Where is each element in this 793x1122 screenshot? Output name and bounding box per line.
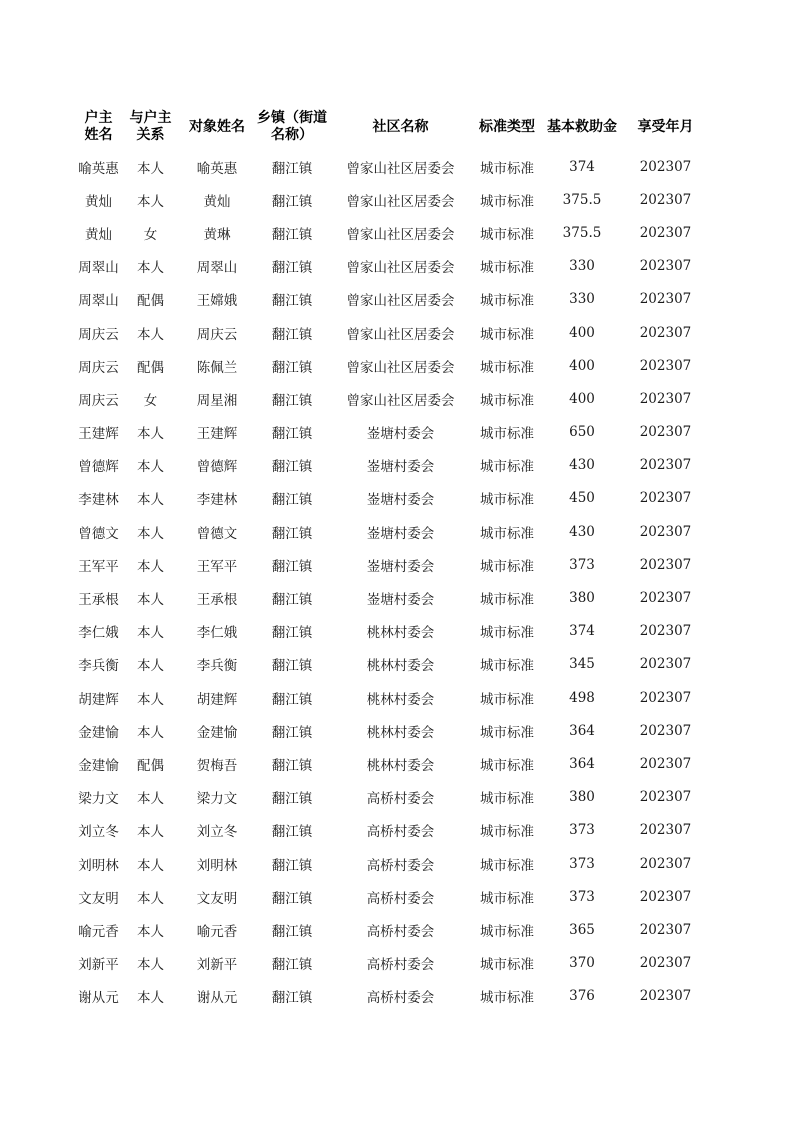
relation-cell: 本人 (137, 724, 164, 741)
recipient-name-cell: 王建辉 (196, 426, 238, 443)
period-cell: 202307 (639, 855, 692, 872)
community-cell: 桃林村委会 (366, 691, 435, 708)
relation-cell: 本人 (137, 957, 164, 974)
allowance-cell: 374 (569, 158, 595, 175)
community-cell: 曾家山社区居委会 (346, 392, 455, 409)
township-cell: 翻江镇 (271, 923, 313, 940)
recipient-name-cell: 李兵衡 (196, 658, 238, 675)
recipient-name-cell: 刘明林 (196, 857, 238, 874)
period-cell: 202307 (639, 822, 692, 839)
allowance-cell: 330 (569, 258, 595, 275)
standard-type-cell: 城市标准 (480, 492, 534, 509)
header-community: 社区名称 (372, 118, 429, 135)
allowance-cell: 370 (569, 955, 595, 972)
recipient-name-cell: 王承根 (196, 592, 238, 609)
recipient-name-cell: 李仁娥 (196, 625, 238, 642)
header-recipient-name: 对象姓名 (189, 118, 245, 135)
township-cell: 翻江镇 (271, 293, 313, 310)
standard-type-cell: 城市标准 (480, 226, 534, 243)
household-head-cell: 金建愉 (78, 724, 119, 741)
standard-type-cell: 城市标准 (480, 260, 534, 277)
standard-type-cell: 城市标准 (480, 193, 534, 210)
relation-cell: 女 (143, 392, 158, 409)
standard-type-cell: 城市标准 (480, 691, 534, 708)
relation-cell: 本人 (137, 160, 164, 177)
relation-cell: 本人 (137, 525, 164, 542)
recipient-name-cell: 谢从元 (196, 990, 238, 1007)
relation-cell: 本人 (137, 791, 164, 808)
standard-type-cell: 城市标准 (480, 625, 534, 642)
header-basic-allowance: 基本救助金 (547, 118, 617, 135)
table-row (74, 283, 708, 316)
recipient-name-cell: 刘新平 (196, 957, 238, 974)
recipient-name-cell: 喻英惠 (196, 160, 238, 177)
household-head-cell: 金建愉 (78, 757, 119, 774)
relation-cell: 本人 (137, 625, 164, 642)
period-cell: 202307 (639, 424, 692, 441)
recipient-name-cell: 曾德文 (196, 525, 238, 542)
table-row (74, 648, 708, 681)
household-head-cell: 谢从元 (78, 990, 119, 1007)
standard-type-cell: 城市标准 (480, 525, 534, 542)
township-cell: 翻江镇 (271, 392, 313, 409)
township-cell: 翻江镇 (271, 226, 313, 243)
recipient-name-cell: 周翠山 (196, 260, 238, 277)
standard-type-cell: 城市标准 (480, 757, 534, 774)
period-cell: 202307 (639, 224, 692, 241)
standard-type-cell: 城市标准 (480, 957, 534, 974)
period-cell: 202307 (639, 324, 692, 341)
community-cell: 高桥村委会 (366, 957, 435, 974)
allowance-cell: 450 (569, 490, 595, 507)
community-cell: 桃林村委会 (366, 625, 435, 642)
allowance-cell: 373 (569, 855, 595, 872)
relation-cell: 本人 (137, 824, 164, 841)
community-cell: 崟塘村委会 (366, 525, 435, 542)
household-head-cell: 周翠山 (78, 293, 119, 310)
standard-type-cell: 城市标准 (480, 558, 534, 575)
township-cell: 翻江镇 (271, 791, 313, 808)
table-row (74, 747, 708, 780)
table-row (74, 615, 708, 648)
table-row (74, 216, 708, 249)
recipient-name-cell: 喻元香 (196, 923, 238, 940)
allowance-cell: 380 (569, 590, 595, 607)
allowance-cell: 376 (569, 988, 595, 1005)
period-cell: 202307 (639, 888, 692, 905)
header-household-head: 户主 姓名 (84, 110, 113, 143)
standard-type-cell: 城市标准 (480, 160, 534, 177)
household-head-cell: 曾德文 (78, 525, 119, 542)
relation-cell: 配偶 (137, 757, 164, 774)
period-cell: 202307 (639, 755, 692, 772)
period-cell: 202307 (639, 556, 692, 573)
community-cell: 崟塘村委会 (366, 459, 435, 476)
period-cell: 202307 (639, 656, 692, 673)
standard-type-cell: 城市标准 (480, 658, 534, 675)
community-cell: 高桥村委会 (366, 791, 435, 808)
community-cell: 桃林村委会 (366, 724, 435, 741)
household-head-cell: 王军平 (78, 558, 119, 575)
community-cell: 崟塘村委会 (366, 558, 435, 575)
period-cell: 202307 (639, 590, 692, 607)
relation-cell: 本人 (137, 426, 164, 443)
assistance-roster-table (74, 104, 708, 1013)
household-head-cell: 胡建辉 (78, 691, 119, 708)
period-cell: 202307 (639, 921, 692, 938)
recipient-name-cell: 刘立冬 (196, 824, 238, 841)
household-head-cell: 刘明林 (78, 857, 119, 874)
header-row (74, 104, 708, 150)
household-head-cell: 周翠山 (78, 260, 119, 277)
township-cell: 翻江镇 (271, 857, 313, 874)
household-head-cell: 周庆云 (78, 326, 119, 343)
relation-cell: 本人 (137, 326, 164, 343)
household-head-cell: 周庆云 (78, 392, 119, 409)
recipient-name-cell: 李建林 (196, 492, 238, 509)
township-cell: 翻江镇 (271, 193, 313, 210)
standard-type-cell: 城市标准 (480, 426, 534, 443)
table-row (74, 714, 708, 747)
allowance-cell: 375.5 (562, 224, 602, 241)
relation-cell: 本人 (137, 658, 164, 675)
community-cell: 高桥村委会 (366, 824, 435, 841)
table-row (74, 250, 708, 283)
household-head-cell: 黄灿 (85, 193, 112, 210)
standard-type-cell: 城市标准 (480, 326, 534, 343)
recipient-name-cell: 文友明 (196, 890, 238, 907)
allowance-cell: 400 (569, 324, 595, 341)
table-row (74, 515, 708, 548)
table-row (74, 183, 708, 216)
relation-cell: 本人 (137, 923, 164, 940)
standard-type-cell: 城市标准 (480, 923, 534, 940)
table-row (74, 482, 708, 515)
township-cell: 翻江镇 (271, 757, 313, 774)
table-row (74, 581, 708, 614)
relation-cell: 本人 (137, 558, 164, 575)
community-cell: 曾家山社区居委会 (346, 160, 455, 177)
recipient-name-cell: 黄灿 (203, 193, 231, 210)
period-cell: 202307 (639, 955, 692, 972)
allowance-cell: 373 (569, 822, 595, 839)
allowance-cell: 498 (569, 689, 595, 706)
table-row (74, 316, 708, 349)
period-cell: 202307 (639, 623, 692, 640)
allowance-cell: 345 (569, 656, 595, 673)
table-body (74, 150, 708, 1013)
household-head-cell: 刘立冬 (78, 824, 119, 841)
recipient-name-cell: 金建愉 (196, 724, 238, 741)
township-cell: 翻江镇 (271, 957, 313, 974)
table-row (74, 382, 708, 415)
community-cell: 崟塘村委会 (366, 592, 435, 609)
table-row (74, 150, 708, 183)
table-row (74, 781, 708, 814)
township-cell: 翻江镇 (271, 558, 313, 575)
standard-type-cell: 城市标准 (480, 724, 534, 741)
standard-type-cell: 城市标准 (480, 592, 534, 609)
community-cell: 崟塘村委会 (366, 426, 435, 443)
table-row (74, 880, 708, 913)
allowance-cell: 365 (569, 921, 595, 938)
recipient-name-cell: 王嫦娥 (196, 293, 238, 310)
allowance-cell: 330 (569, 291, 595, 308)
relation-cell: 配偶 (137, 359, 164, 376)
relation-cell: 本人 (137, 459, 164, 476)
recipient-name-cell: 贺梅吾 (196, 757, 238, 774)
table-row (74, 847, 708, 880)
table-row (74, 980, 708, 1013)
household-head-cell: 李兵衡 (78, 658, 119, 675)
table-row (74, 349, 708, 382)
allowance-cell: 373 (569, 888, 595, 905)
standard-type-cell: 城市标准 (480, 293, 534, 310)
allowance-cell: 650 (569, 424, 595, 441)
household-head-cell: 喻英惠 (78, 160, 119, 177)
household-head-cell: 刘新平 (78, 957, 119, 974)
township-cell: 翻江镇 (271, 359, 313, 376)
township-cell: 翻江镇 (271, 326, 313, 343)
community-cell: 高桥村委会 (366, 923, 435, 940)
community-cell: 曾家山社区居委会 (346, 326, 455, 343)
community-cell: 曾家山社区居委会 (346, 293, 455, 310)
allowance-cell: 380 (569, 789, 595, 806)
township-cell: 翻江镇 (271, 890, 313, 907)
relation-cell: 本人 (137, 592, 164, 609)
allowance-cell: 364 (569, 755, 595, 772)
standard-type-cell: 城市标准 (480, 857, 534, 874)
period-cell: 202307 (639, 390, 692, 407)
recipient-name-cell: 周星湘 (196, 392, 238, 409)
township-cell: 翻江镇 (271, 592, 313, 609)
household-head-cell: 李建林 (78, 492, 119, 509)
period-cell: 202307 (639, 258, 692, 275)
township-cell: 翻江镇 (271, 691, 313, 708)
township-cell: 翻江镇 (271, 990, 313, 1007)
community-cell: 高桥村委会 (366, 890, 435, 907)
standard-type-cell: 城市标准 (480, 359, 534, 376)
standard-type-cell: 城市标准 (480, 392, 534, 409)
community-cell: 桃林村委会 (366, 658, 435, 675)
household-head-cell: 王承根 (78, 592, 119, 609)
township-cell: 翻江镇 (271, 525, 313, 542)
recipient-name-cell: 王军平 (196, 558, 238, 575)
allowance-cell: 364 (569, 722, 595, 739)
household-head-cell: 喻元香 (78, 923, 119, 940)
township-cell: 翻江镇 (271, 160, 313, 177)
period-cell: 202307 (639, 291, 692, 308)
period-cell: 202307 (639, 523, 692, 540)
standard-type-cell: 城市标准 (480, 990, 534, 1007)
header-period: 享受年月 (637, 118, 694, 135)
standard-type-cell: 城市标准 (480, 791, 534, 808)
allowance-cell: 430 (569, 457, 595, 474)
period-cell: 202307 (639, 988, 692, 1005)
household-head-cell: 王建辉 (78, 426, 119, 443)
community-cell: 崟塘村委会 (366, 492, 435, 509)
community-cell: 曾家山社区居委会 (346, 359, 455, 376)
community-cell: 高桥村委会 (366, 857, 435, 874)
allowance-cell: 400 (569, 357, 595, 374)
period-cell: 202307 (639, 490, 692, 507)
household-head-cell: 文友明 (78, 890, 119, 907)
period-cell: 202307 (639, 357, 692, 374)
township-cell: 翻江镇 (271, 724, 313, 741)
township-cell: 翻江镇 (271, 625, 313, 642)
period-cell: 202307 (639, 789, 692, 806)
relation-cell: 本人 (137, 193, 164, 210)
table-row (74, 416, 708, 449)
household-head-cell: 曾德辉 (78, 459, 119, 476)
relation-cell: 本人 (137, 990, 164, 1007)
township-cell: 翻江镇 (271, 260, 313, 277)
allowance-cell: 374 (569, 623, 595, 640)
table-row (74, 814, 708, 847)
recipient-name-cell: 陈佩兰 (196, 359, 238, 376)
table-header (74, 104, 708, 150)
header-township: 乡镇（街道 名称） (257, 110, 327, 143)
allowance-cell: 430 (569, 523, 595, 540)
township-cell: 翻江镇 (271, 492, 313, 509)
period-cell: 202307 (639, 457, 692, 474)
recipient-name-cell: 梁力文 (196, 791, 238, 808)
period-cell: 202307 (639, 722, 692, 739)
community-cell: 高桥村委会 (366, 990, 435, 1007)
community-cell: 曾家山社区居委会 (346, 260, 455, 277)
relation-cell: 配偶 (137, 293, 164, 310)
recipient-name-cell: 胡建辉 (196, 691, 238, 708)
township-cell: 翻江镇 (271, 426, 313, 443)
township-cell: 翻江镇 (271, 824, 313, 841)
table-row (74, 913, 708, 946)
header-relation: 与户主 关系 (129, 110, 172, 143)
township-cell: 翻江镇 (271, 459, 313, 476)
relation-cell: 本人 (137, 691, 164, 708)
table-row (74, 449, 708, 482)
relation-cell: 本人 (137, 492, 164, 509)
community-cell: 桃林村委会 (366, 757, 435, 774)
relation-cell: 本人 (137, 890, 164, 907)
relation-cell: 女 (143, 226, 158, 243)
allowance-cell: 373 (569, 556, 595, 573)
period-cell: 202307 (639, 689, 692, 706)
relation-cell: 本人 (137, 260, 164, 277)
household-head-cell: 李仁娥 (78, 625, 119, 642)
table-row (74, 681, 708, 714)
recipient-name-cell: 曾德辉 (196, 459, 238, 476)
allowance-cell: 375.5 (562, 191, 602, 208)
header-standard-type: 标准类型 (479, 118, 535, 135)
township-cell: 翻江镇 (271, 658, 313, 675)
household-head-cell: 黄灿 (85, 226, 112, 243)
relation-cell: 本人 (137, 857, 164, 874)
table-row (74, 548, 708, 581)
standard-type-cell: 城市标准 (480, 824, 534, 841)
standard-type-cell: 城市标准 (480, 890, 534, 907)
standard-type-cell: 城市标准 (480, 459, 534, 476)
table-row (74, 947, 708, 980)
period-cell: 202307 (639, 158, 692, 175)
community-cell: 曾家山社区居委会 (346, 193, 455, 210)
household-head-cell: 梁力文 (78, 791, 119, 808)
household-head-cell: 周庆云 (78, 359, 119, 376)
community-cell: 曾家山社区居委会 (346, 226, 455, 243)
allowance-cell: 400 (569, 390, 595, 407)
recipient-name-cell: 黄琳 (203, 226, 231, 243)
period-cell: 202307 (639, 191, 692, 208)
recipient-name-cell: 周庆云 (196, 326, 238, 343)
